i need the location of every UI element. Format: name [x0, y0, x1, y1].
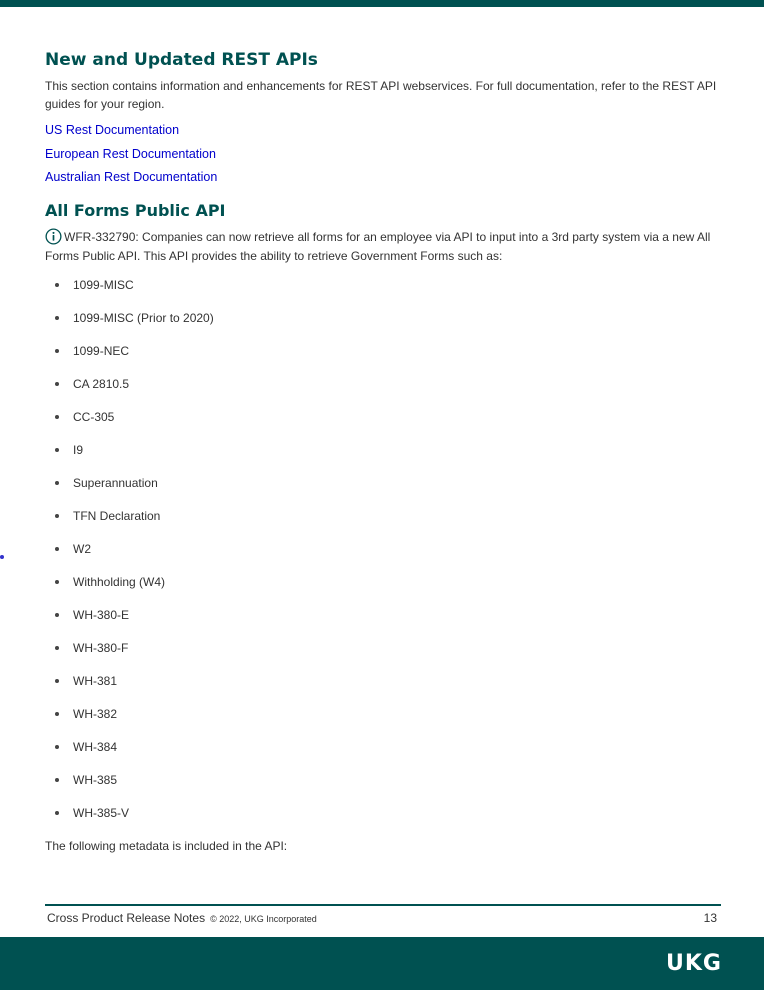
form-name: I9: [73, 443, 84, 457]
list-item: [45, 409, 725, 442]
form-name: 1099-NEC: [73, 344, 130, 358]
bullet-icon: [55, 679, 59, 683]
form-name: WH-385-V: [73, 806, 130, 820]
form-name: WH-380-E: [73, 608, 130, 622]
form-name: CC-305: [73, 410, 115, 424]
footer-doc-title: Cross Product Release Notes: [47, 911, 206, 925]
list-item: [45, 640, 725, 673]
bullet-icon: [55, 283, 59, 287]
list-item: [45, 343, 725, 376]
government-forms-list: [45, 277, 725, 838]
info-circle-icon: [45, 228, 62, 245]
list-item: [45, 607, 725, 640]
list-item: [45, 706, 725, 739]
section-intro: This section contains information and enhancements for REST API webservices. For full documentation, refer to the REST API guides for your region.: [45, 79, 717, 111]
bullet-icon: [55, 382, 59, 386]
page-number: 13: [703, 911, 717, 925]
form-name: TFN Declaration: [73, 509, 161, 523]
margin-marker: [0, 555, 4, 559]
bullet-icon: [55, 712, 59, 716]
list-item: [45, 772, 725, 805]
list-item: [45, 805, 725, 838]
bullet-icon: [55, 646, 59, 650]
feature-description-text: WFR-332790: Companies can now retrieve all forms for an employee via API to input into a 3rd party system via a new All Forms Public API. This API provides the ability to retrieve Government Forms such as:: [45, 230, 711, 263]
page-content: [45, 48, 725, 854]
form-name: WH-384: [73, 740, 118, 754]
list-item: [45, 277, 725, 310]
section-title: New and Updated REST APIs: [45, 50, 318, 70]
bullet-icon: [55, 481, 59, 485]
subsection-title: All Forms Public API: [45, 201, 226, 220]
form-name: W2: [73, 542, 91, 556]
list-item: [45, 475, 725, 508]
bullet-icon: [55, 547, 59, 551]
top-header-bar: [0, 0, 764, 7]
list-item: [45, 310, 725, 343]
form-name: WH-382: [73, 707, 118, 721]
bullet-icon: [55, 448, 59, 452]
form-name: 1099-MISC (Prior to 2020): [73, 311, 214, 325]
bullet-icon: [55, 745, 59, 749]
bullet-icon: [55, 514, 59, 518]
footer-band: [0, 937, 764, 990]
form-name: Withholding (W4): [73, 575, 166, 589]
european-rest-documentation-link[interactable]: European Rest Documentation: [45, 147, 216, 161]
list-item: [45, 508, 725, 541]
bullet-icon: [55, 349, 59, 353]
form-name: WH-380-F: [73, 641, 129, 655]
bullet-icon: [55, 613, 59, 617]
metadata-intro: The following metadata is included in the API:: [45, 839, 288, 853]
list-item: [45, 376, 725, 409]
form-name: WH-381: [73, 674, 118, 688]
form-name: WH-385: [73, 773, 118, 787]
bullet-icon: [55, 778, 59, 782]
form-name: Superannuation: [73, 476, 158, 490]
australian-rest-documentation-link[interactable]: Australian Rest Documentation: [45, 170, 218, 184]
bullet-icon: [55, 316, 59, 320]
list-item: [45, 739, 725, 772]
list-item: [45, 673, 725, 706]
footer-divider: [45, 904, 721, 906]
form-name: 1099-MISC: [73, 278, 134, 292]
us-rest-documentation-link[interactable]: US Rest Documentation: [45, 123, 180, 137]
list-item: [45, 442, 725, 475]
footer-copyright: © 2022, UKG Incorporated: [210, 914, 317, 924]
ukg-logo: UKG: [666, 951, 722, 976]
feature-description: [45, 228, 725, 266]
bullet-icon: [55, 580, 59, 584]
bullet-icon: [55, 811, 59, 815]
footer-doc-info: [47, 911, 317, 925]
list-item: [45, 541, 725, 574]
form-name: CA 2810.5: [73, 377, 130, 391]
list-item: [45, 574, 725, 607]
bullet-icon: [55, 415, 59, 419]
